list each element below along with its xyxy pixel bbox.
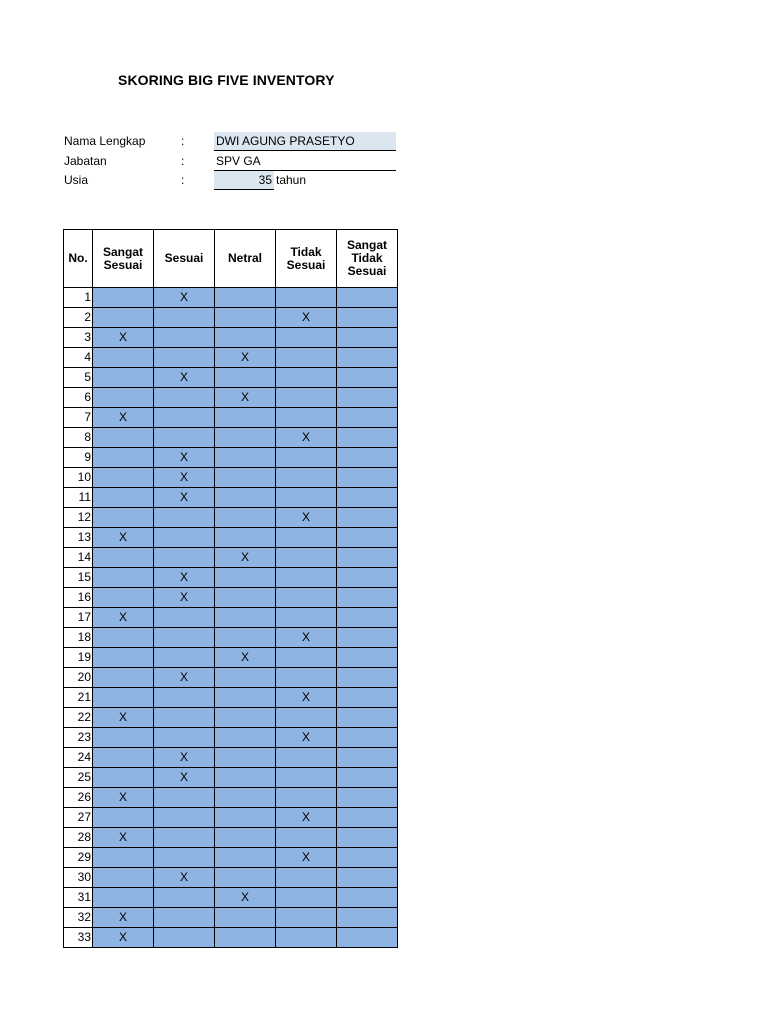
answer-cell[interactable] xyxy=(93,668,154,688)
answer-cell[interactable] xyxy=(276,668,337,688)
answer-cell[interactable] xyxy=(154,628,215,648)
row-number: 14 xyxy=(64,548,93,568)
position-label: Jabatan xyxy=(64,154,107,168)
table-row xyxy=(64,428,398,448)
position-field[interactable]: SPV GA xyxy=(214,152,396,171)
answer-cell[interactable] xyxy=(337,828,398,848)
answer-cell[interactable] xyxy=(154,808,215,828)
answer-cell[interactable] xyxy=(276,588,337,608)
answer-cell[interactable] xyxy=(93,768,154,788)
row-number: 24 xyxy=(64,748,93,768)
answer-mark[interactable]: X xyxy=(154,568,215,588)
answer-cell[interactable] xyxy=(276,288,337,308)
header-netral: Netral xyxy=(215,230,276,288)
row-number: 4 xyxy=(64,348,93,368)
table-row xyxy=(64,288,398,308)
answer-cell[interactable] xyxy=(93,288,154,308)
answer-cell[interactable] xyxy=(337,608,398,628)
answer-cell[interactable] xyxy=(337,768,398,788)
answer-cell[interactable] xyxy=(215,688,276,708)
answer-cell[interactable] xyxy=(93,648,154,668)
score-table xyxy=(63,229,398,948)
answer-mark[interactable]: X xyxy=(93,608,154,628)
answer-cell[interactable] xyxy=(337,308,398,328)
answer-cell[interactable] xyxy=(215,768,276,788)
table-row xyxy=(64,588,398,608)
row-number: 31 xyxy=(64,888,93,908)
answer-cell[interactable] xyxy=(337,488,398,508)
answer-cell[interactable] xyxy=(215,708,276,728)
table-row xyxy=(64,508,398,528)
row-number: 27 xyxy=(64,808,93,828)
row-number: 8 xyxy=(64,428,93,448)
answer-cell[interactable] xyxy=(337,688,398,708)
answer-cell[interactable] xyxy=(215,928,276,948)
answer-cell[interactable] xyxy=(276,648,337,668)
answer-cell[interactable] xyxy=(93,468,154,488)
answer-cell[interactable] xyxy=(276,828,337,848)
age-unit: tahun xyxy=(276,173,307,187)
answer-cell[interactable] xyxy=(215,848,276,868)
answer-cell[interactable] xyxy=(337,868,398,888)
table-row xyxy=(64,828,398,848)
row-number: 32 xyxy=(64,908,93,928)
answer-mark[interactable]: X xyxy=(276,628,337,648)
answer-cell[interactable] xyxy=(154,828,215,848)
answer-cell[interactable] xyxy=(276,368,337,388)
answer-mark[interactable]: X xyxy=(276,508,337,528)
table-row xyxy=(64,708,398,728)
table-row xyxy=(64,768,398,788)
answer-mark[interactable]: X xyxy=(154,488,215,508)
answer-cell[interactable] xyxy=(93,588,154,608)
row-number: 18 xyxy=(64,628,93,648)
answer-cell[interactable] xyxy=(154,788,215,808)
answer-cell[interactable] xyxy=(215,788,276,808)
answer-cell[interactable] xyxy=(276,768,337,788)
answer-cell[interactable] xyxy=(215,728,276,748)
answer-cell[interactable] xyxy=(337,428,398,448)
answer-cell[interactable] xyxy=(215,668,276,688)
table-body xyxy=(64,288,398,948)
answer-cell[interactable] xyxy=(93,508,154,528)
answer-cell[interactable] xyxy=(337,908,398,928)
answer-cell[interactable] xyxy=(276,528,337,548)
answer-mark[interactable]: X xyxy=(215,888,276,908)
table-row xyxy=(64,568,398,588)
answer-cell[interactable] xyxy=(93,628,154,648)
answer-cell[interactable] xyxy=(215,628,276,648)
answer-cell[interactable] xyxy=(154,608,215,628)
answer-cell[interactable] xyxy=(276,488,337,508)
row-number: 33 xyxy=(64,928,93,948)
answer-cell[interactable] xyxy=(337,748,398,768)
table-row xyxy=(64,368,398,388)
row-number: 9 xyxy=(64,448,93,468)
name-field[interactable]: DWI AGUNG PRASETYO xyxy=(214,132,396,151)
answer-cell[interactable] xyxy=(276,788,337,808)
answer-cell[interactable] xyxy=(215,568,276,588)
answer-cell[interactable] xyxy=(276,388,337,408)
answer-cell[interactable] xyxy=(276,908,337,928)
answer-cell[interactable] xyxy=(276,888,337,908)
answer-cell[interactable] xyxy=(276,328,337,348)
answer-cell[interactable] xyxy=(93,448,154,468)
header-sangat-sesuai: Sangat Sesuai xyxy=(93,230,154,288)
answer-cell[interactable] xyxy=(154,548,215,568)
answer-cell[interactable] xyxy=(276,568,337,588)
answer-cell[interactable] xyxy=(276,928,337,948)
answer-cell[interactable] xyxy=(154,908,215,928)
answer-cell[interactable] xyxy=(93,688,154,708)
table-row xyxy=(64,868,398,888)
answer-cell[interactable] xyxy=(215,468,276,488)
table-row xyxy=(64,528,398,548)
answer-mark[interactable]: X xyxy=(154,368,215,388)
answer-cell[interactable] xyxy=(337,708,398,728)
answer-cell[interactable] xyxy=(215,608,276,628)
answer-cell[interactable] xyxy=(154,688,215,708)
row-number: 16 xyxy=(64,588,93,608)
answer-mark[interactable]: X xyxy=(276,308,337,328)
answer-cell[interactable] xyxy=(93,488,154,508)
answer-cell[interactable] xyxy=(215,588,276,608)
table-row xyxy=(64,848,398,868)
answer-mark[interactable]: X xyxy=(154,868,215,888)
answer-cell[interactable] xyxy=(93,568,154,588)
table-row xyxy=(64,308,398,328)
answer-mark[interactable]: X xyxy=(215,388,276,408)
table-row xyxy=(64,408,398,428)
answer-mark[interactable]: X xyxy=(276,808,337,828)
row-number: 7 xyxy=(64,408,93,428)
name-label: Nama Lengkap xyxy=(64,134,146,148)
answer-cell[interactable] xyxy=(337,328,398,348)
answer-mark[interactable]: X xyxy=(93,788,154,808)
answer-cell[interactable] xyxy=(154,328,215,348)
answer-cell[interactable] xyxy=(154,348,215,368)
answer-cell[interactable] xyxy=(154,388,215,408)
row-number: 28 xyxy=(64,828,93,848)
table-row xyxy=(64,348,398,368)
table-row xyxy=(64,688,398,708)
row-number: 22 xyxy=(64,708,93,728)
row-number: 20 xyxy=(64,668,93,688)
answer-cell[interactable] xyxy=(215,368,276,388)
answer-cell[interactable] xyxy=(337,928,398,948)
answer-mark[interactable]: X xyxy=(276,848,337,868)
row-number: 11 xyxy=(64,488,93,508)
answer-cell[interactable] xyxy=(215,308,276,328)
answer-mark[interactable]: X xyxy=(276,688,337,708)
answer-cell[interactable] xyxy=(154,648,215,668)
row-number: 13 xyxy=(64,528,93,548)
row-number: 1 xyxy=(64,288,93,308)
row-number: 10 xyxy=(64,468,93,488)
answer-mark[interactable]: X xyxy=(276,728,337,748)
answer-cell[interactable] xyxy=(215,428,276,448)
answer-cell[interactable] xyxy=(337,808,398,828)
table-row xyxy=(64,728,398,748)
answer-cell[interactable] xyxy=(276,468,337,488)
answer-cell[interactable] xyxy=(93,308,154,328)
row-number: 29 xyxy=(64,848,93,868)
header-tidak-sesuai: Tidak Sesuai xyxy=(276,230,337,288)
row-number: 25 xyxy=(64,768,93,788)
table-row xyxy=(64,908,398,928)
answer-cell[interactable] xyxy=(276,548,337,568)
age-colon: : xyxy=(181,173,185,187)
answer-cell[interactable] xyxy=(154,508,215,528)
answer-cell[interactable] xyxy=(337,588,398,608)
table-row xyxy=(64,748,398,768)
header-no: No. xyxy=(64,230,93,288)
answer-cell[interactable] xyxy=(93,548,154,568)
answer-cell[interactable] xyxy=(276,408,337,428)
answer-cell[interactable] xyxy=(276,448,337,468)
answer-cell[interactable] xyxy=(93,428,154,448)
answer-mark[interactable]: X xyxy=(93,708,154,728)
table-row xyxy=(64,928,398,948)
table-row xyxy=(64,788,398,808)
header-sangat-tidak-sesuai: Sangat Tidak Sesuai xyxy=(337,230,398,288)
page-title: SKORING BIG FIVE INVENTORY xyxy=(118,72,335,88)
answer-mark[interactable]: X xyxy=(93,928,154,948)
row-number: 15 xyxy=(64,568,93,588)
table-row xyxy=(64,808,398,828)
answer-mark[interactable]: X xyxy=(93,908,154,928)
answer-cell[interactable] xyxy=(337,648,398,668)
answer-cell[interactable] xyxy=(215,748,276,768)
answer-cell[interactable] xyxy=(215,908,276,928)
age-field[interactable]: 35 xyxy=(214,171,274,190)
answer-cell[interactable] xyxy=(215,408,276,428)
answer-cell[interactable] xyxy=(276,608,337,628)
answer-mark[interactable]: X xyxy=(154,588,215,608)
answer-cell[interactable] xyxy=(337,348,398,368)
answer-cell[interactable] xyxy=(215,328,276,348)
answer-mark[interactable]: X xyxy=(93,828,154,848)
answer-cell[interactable] xyxy=(93,748,154,768)
row-number: 19 xyxy=(64,648,93,668)
answer-cell[interactable] xyxy=(215,528,276,548)
answer-cell[interactable] xyxy=(93,728,154,748)
answer-cell[interactable] xyxy=(154,728,215,748)
answer-mark[interactable]: X xyxy=(154,468,215,488)
answer-cell[interactable] xyxy=(215,448,276,468)
answer-cell[interactable] xyxy=(154,308,215,328)
answer-cell[interactable] xyxy=(337,728,398,748)
answer-cell[interactable] xyxy=(337,568,398,588)
row-number: 12 xyxy=(64,508,93,528)
table-row xyxy=(64,488,398,508)
answer-cell[interactable] xyxy=(154,708,215,728)
answer-cell[interactable] xyxy=(215,808,276,828)
answer-mark[interactable]: X xyxy=(154,288,215,308)
answer-cell[interactable] xyxy=(93,368,154,388)
answer-cell[interactable] xyxy=(337,668,398,688)
answer-cell[interactable] xyxy=(276,708,337,728)
answer-cell[interactable] xyxy=(337,448,398,468)
answer-cell[interactable] xyxy=(93,388,154,408)
answer-mark[interactable]: X xyxy=(215,548,276,568)
answer-cell[interactable] xyxy=(93,808,154,828)
answer-cell[interactable] xyxy=(276,748,337,768)
answer-cell[interactable] xyxy=(154,848,215,868)
answer-cell[interactable] xyxy=(337,848,398,868)
table-row xyxy=(64,448,398,468)
row-number: 5 xyxy=(64,368,93,388)
answer-cell[interactable] xyxy=(337,508,398,528)
answer-mark[interactable]: X xyxy=(215,648,276,668)
answer-mark[interactable]: X xyxy=(93,328,154,348)
answer-cell[interactable] xyxy=(215,488,276,508)
row-number: 30 xyxy=(64,868,93,888)
name-colon: : xyxy=(181,134,185,148)
table-row xyxy=(64,888,398,908)
answer-cell[interactable] xyxy=(337,788,398,808)
answer-cell[interactable] xyxy=(93,348,154,368)
row-number: 2 xyxy=(64,308,93,328)
answer-cell[interactable] xyxy=(337,528,398,548)
table-row xyxy=(64,328,398,348)
answer-cell[interactable] xyxy=(154,528,215,548)
table-header-row xyxy=(64,230,398,288)
row-number: 21 xyxy=(64,688,93,708)
answer-mark[interactable]: X xyxy=(154,668,215,688)
answer-mark[interactable]: X xyxy=(154,768,215,788)
table-row xyxy=(64,648,398,668)
answer-cell[interactable] xyxy=(154,928,215,948)
answer-cell[interactable] xyxy=(337,548,398,568)
table-row xyxy=(64,668,398,688)
table-row xyxy=(64,548,398,568)
answer-cell[interactable] xyxy=(276,348,337,368)
row-number: 3 xyxy=(64,328,93,348)
age-label: Usia xyxy=(64,173,89,187)
answer-cell[interactable] xyxy=(337,468,398,488)
answer-cell[interactable] xyxy=(154,408,215,428)
answer-cell[interactable] xyxy=(154,428,215,448)
answer-cell[interactable] xyxy=(276,868,337,888)
answer-cell[interactable] xyxy=(215,868,276,888)
answer-cell[interactable] xyxy=(215,288,276,308)
answer-cell[interactable] xyxy=(93,888,154,908)
answer-cell[interactable] xyxy=(337,388,398,408)
answer-mark[interactable]: X xyxy=(93,408,154,428)
table-row xyxy=(64,468,398,488)
table-row xyxy=(64,388,398,408)
answer-cell[interactable] xyxy=(337,628,398,648)
row-number: 23 xyxy=(64,728,93,748)
answer-cell[interactable] xyxy=(337,408,398,428)
answer-mark[interactable]: X xyxy=(215,348,276,368)
answer-mark[interactable]: X xyxy=(154,448,215,468)
answer-cell[interactable] xyxy=(93,868,154,888)
header-sesuai: Sesuai xyxy=(154,230,215,288)
row-number: 6 xyxy=(64,388,93,408)
answer-cell[interactable] xyxy=(154,888,215,908)
answer-cell[interactable] xyxy=(337,888,398,908)
answer-mark[interactable]: X xyxy=(154,748,215,768)
answer-cell[interactable] xyxy=(215,508,276,528)
answer-cell[interactable] xyxy=(337,288,398,308)
table-row xyxy=(64,628,398,648)
answer-cell[interactable] xyxy=(93,848,154,868)
answer-cell[interactable] xyxy=(215,828,276,848)
answer-mark[interactable]: X xyxy=(93,528,154,548)
answer-mark[interactable]: X xyxy=(276,428,337,448)
row-number: 26 xyxy=(64,788,93,808)
position-colon: : xyxy=(181,154,185,168)
answer-cell[interactable] xyxy=(337,368,398,388)
table-row xyxy=(64,608,398,628)
row-number: 17 xyxy=(64,608,93,628)
